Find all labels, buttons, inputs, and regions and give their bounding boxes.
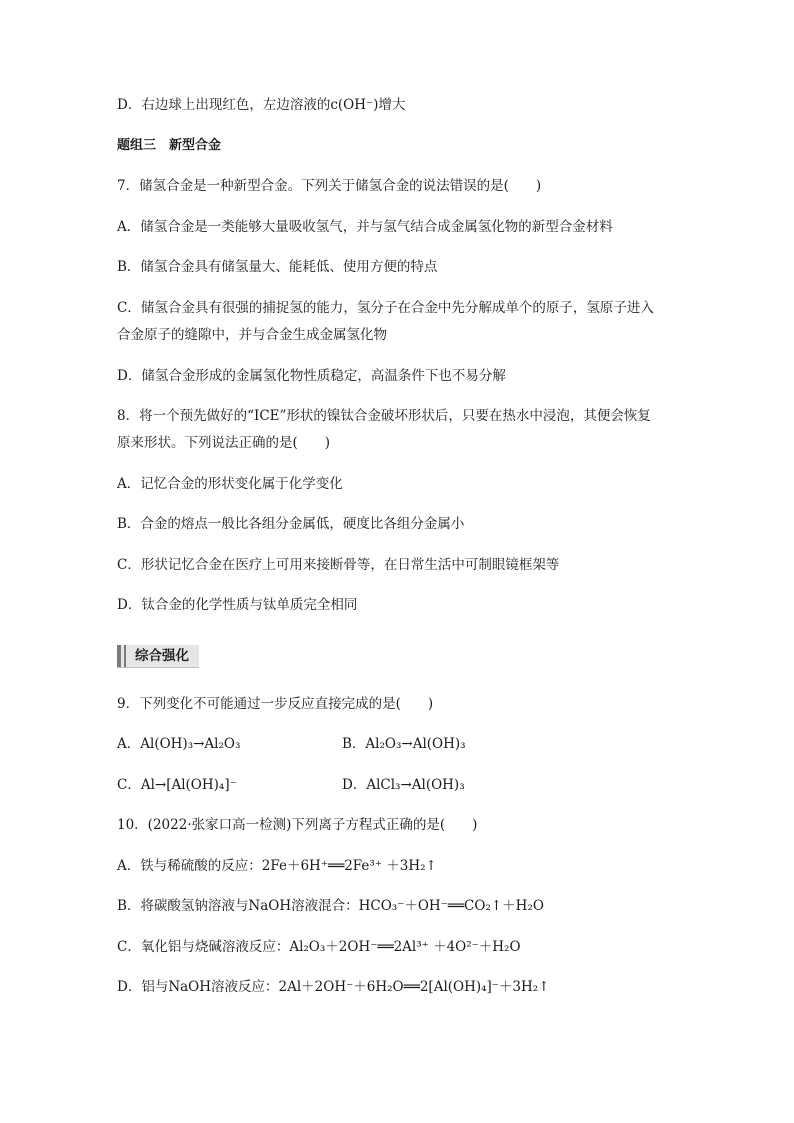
q9-option-c: C．Al→[Al(OH)₄]⁻ — [117, 777, 237, 793]
q10-option-c: C．氧化铝与烧碱溶液反应：Al₂O₃＋2OH⁻══2Al³⁺ ＋4O²⁻＋H₂O — [117, 939, 521, 955]
section-heading-tag — [117, 645, 199, 667]
q9-option-d: D．AlCl₃→Al(OH)₃ — [342, 777, 465, 793]
q8-option-b: B．合金的熔点一般比各组分金属低，硬度比各组分金属小 — [117, 516, 465, 532]
q9-options-row1 — [117, 734, 687, 754]
q8-option-c: C．形状记忆合金在医疗上可用来接断骨等，在日常生活中可制眼镜框架等 — [117, 557, 560, 573]
q8-stem-line2: 原来形状。下列说法正确的是( ) — [117, 435, 331, 451]
q9-option-b: B．Al₂O₃→Al(OH)₃ — [342, 736, 466, 752]
q10-stem: 10．(2022·张家口高一检测)下列离子方程式正确的是( ) — [117, 817, 478, 833]
section-underline — [117, 667, 199, 668]
q10-option-a: A．铁与稀硫酸的反应：2Fe＋6H⁺══2Fe³⁺ ＋3H₂↑ — [117, 858, 437, 874]
q10-option-b: B．将碳酸氢钠溶液与NaOH溶液混合：HCO₃⁻＋OH⁻══CO₂↑＋H₂O — [117, 898, 544, 914]
q6-option-d: D．右边球上出现红色，左边溶液的c(OH⁻)增大 — [117, 97, 406, 113]
q7-option-c-line1: C．储氢合金具有很强的捕捉氢的能力，氢分子在合金中先分解成单个的原子，氢原子进入 — [117, 300, 654, 316]
q7-stem: 7．储氢合金是一种新型合金。下列关于储氢合金的说法错误的是( ) — [117, 178, 542, 194]
q7-option-d: D．储氢合金形成的金属氢化物性质稳定，高温条件下也不易分解 — [117, 368, 506, 384]
group3-heading: 题组三 新型合金 — [117, 138, 222, 153]
q9-options-row2 — [117, 775, 687, 795]
q8-option-d: D．钛合金的化学性质与钛单质完全相同 — [117, 597, 358, 613]
q10-option-d: D．铝与NaOH溶液反应：2Al＋2OH⁻＋6H₂O══2[Al(OH)₄]⁻＋3H₂↑ — [117, 979, 550, 995]
q8-stem-line1: 8．将一个预先做好的“ICE”形状的镍钛合金破坏形状后，只要在热水中浸泡，其便会恢复 — [117, 408, 651, 424]
q7-option-b: B．储氢合金具有储氢量大、能耗低、使用方便的特点 — [117, 259, 438, 275]
q7-option-a: A．储氢合金是一类能够大量吸收氢气，并与氢气结合成金属氢化物的新型合金材料 — [117, 219, 613, 235]
q7-option-c-line2: 合金原子的缝隙中，并与合金生成金属氢化物 — [117, 327, 387, 343]
section-heading-label: 综合强化 — [135, 648, 189, 664]
q8-option-a: A．记忆合金的形状变化属于化学变化 — [117, 476, 343, 492]
q9-option-a: A．Al(OH)₃→Al₂O₃ — [117, 736, 241, 752]
q9-stem: 9．下列变化不可能通过一步反应直接完成的是( ) — [117, 696, 434, 712]
